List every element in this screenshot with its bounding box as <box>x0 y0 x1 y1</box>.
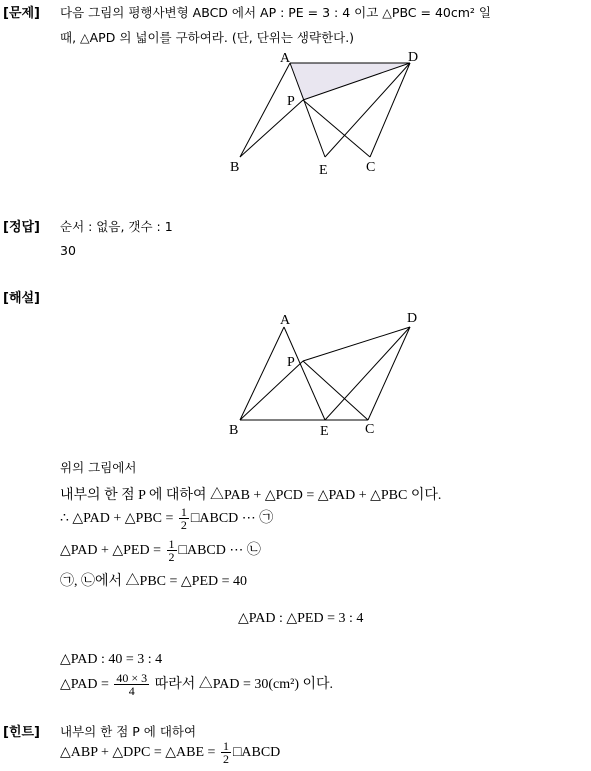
solution-line4 <box>60 538 261 564</box>
hint-line1: 내부의 한 점 P 에 대하여 <box>60 724 197 739</box>
solution-line2: 내부의 한 점 P 에 대하여 △PAB + △PCD = △PAD + △PBC 이다. <box>60 488 442 503</box>
label-b: B <box>230 160 240 175</box>
label-c: C <box>366 160 376 175</box>
shaded-triangle-apd <box>290 63 410 100</box>
problem-text-line1: 다음 그림의 평행사변형 ABCD 에서 AP : PE = 3 : 4 이고 △PBC = 40cm² 일 <box>60 5 491 20</box>
answer-meta: 순서 : 없음, 갯수 : 1 <box>60 219 173 234</box>
solution-tag: [해설] <box>3 291 40 306</box>
solution-line8 <box>60 668 333 702</box>
hint-line2-post: □ABCD <box>232 745 281 760</box>
problem-text-line2: 때, △APD 의 넓이를 구하여라. (단, 단위는 생략한다.) <box>60 30 355 45</box>
solution-line3 <box>60 506 273 532</box>
hint-tag: [힌트] <box>3 725 40 740</box>
hint-line2 <box>60 738 280 768</box>
label-d: D <box>408 50 419 65</box>
sol-label-b: B <box>229 423 239 438</box>
half-fraction: $\frac{1}{2}$ <box>222 739 229 767</box>
sol-label-a: A <box>280 313 291 328</box>
sol-label-d: D <box>407 311 418 326</box>
solution-line3-post: □ABCD ⋯ ㉠ <box>190 511 274 526</box>
solution-line6: △PAD : △PED = 3 : 4 <box>238 611 364 626</box>
solution-line4-pre: △PAD + △PED = <box>60 543 161 558</box>
hint-line2-pre: △ABP + △DPC = △ABE = <box>60 745 216 760</box>
solution-figure <box>0 300 591 440</box>
label-a: A <box>280 51 291 66</box>
solution-line8-pre: △PAD = <box>60 677 109 692</box>
problem-tag: [문제] <box>3 6 40 21</box>
sol-label-e: E <box>320 424 329 439</box>
half-fraction: $\frac{1}{2}$ <box>180 505 187 533</box>
half-fraction: $\frac{1}{2}$ <box>168 537 175 565</box>
problem-figure <box>0 0 591 190</box>
solution-line3-pre: ∴ △PAD + △PBC = <box>60 511 174 526</box>
answer-value: 30 <box>60 243 76 258</box>
answer-tag: [정답] <box>3 220 40 235</box>
answer-fraction: $\frac{40 \times 3}{4}$ <box>116 671 148 699</box>
label-p: P <box>287 94 295 109</box>
solution-line7: △PAD : 40 = 3 : 4 <box>60 652 163 667</box>
solution-line4-post: □ABCD ⋯ ㉡ <box>178 543 261 558</box>
solution-line5: ㉠, ㉡에서 △PBC = △PED = 40 <box>60 574 248 589</box>
sol-label-p: P <box>287 355 295 370</box>
label-e: E <box>319 163 328 178</box>
solution-line1: 위의 그림에서 <box>60 460 137 475</box>
solution-line8-post: 따라서 △PAD = 30(cm²) 이다. <box>154 677 334 692</box>
sol-label-c: C <box>365 422 375 437</box>
